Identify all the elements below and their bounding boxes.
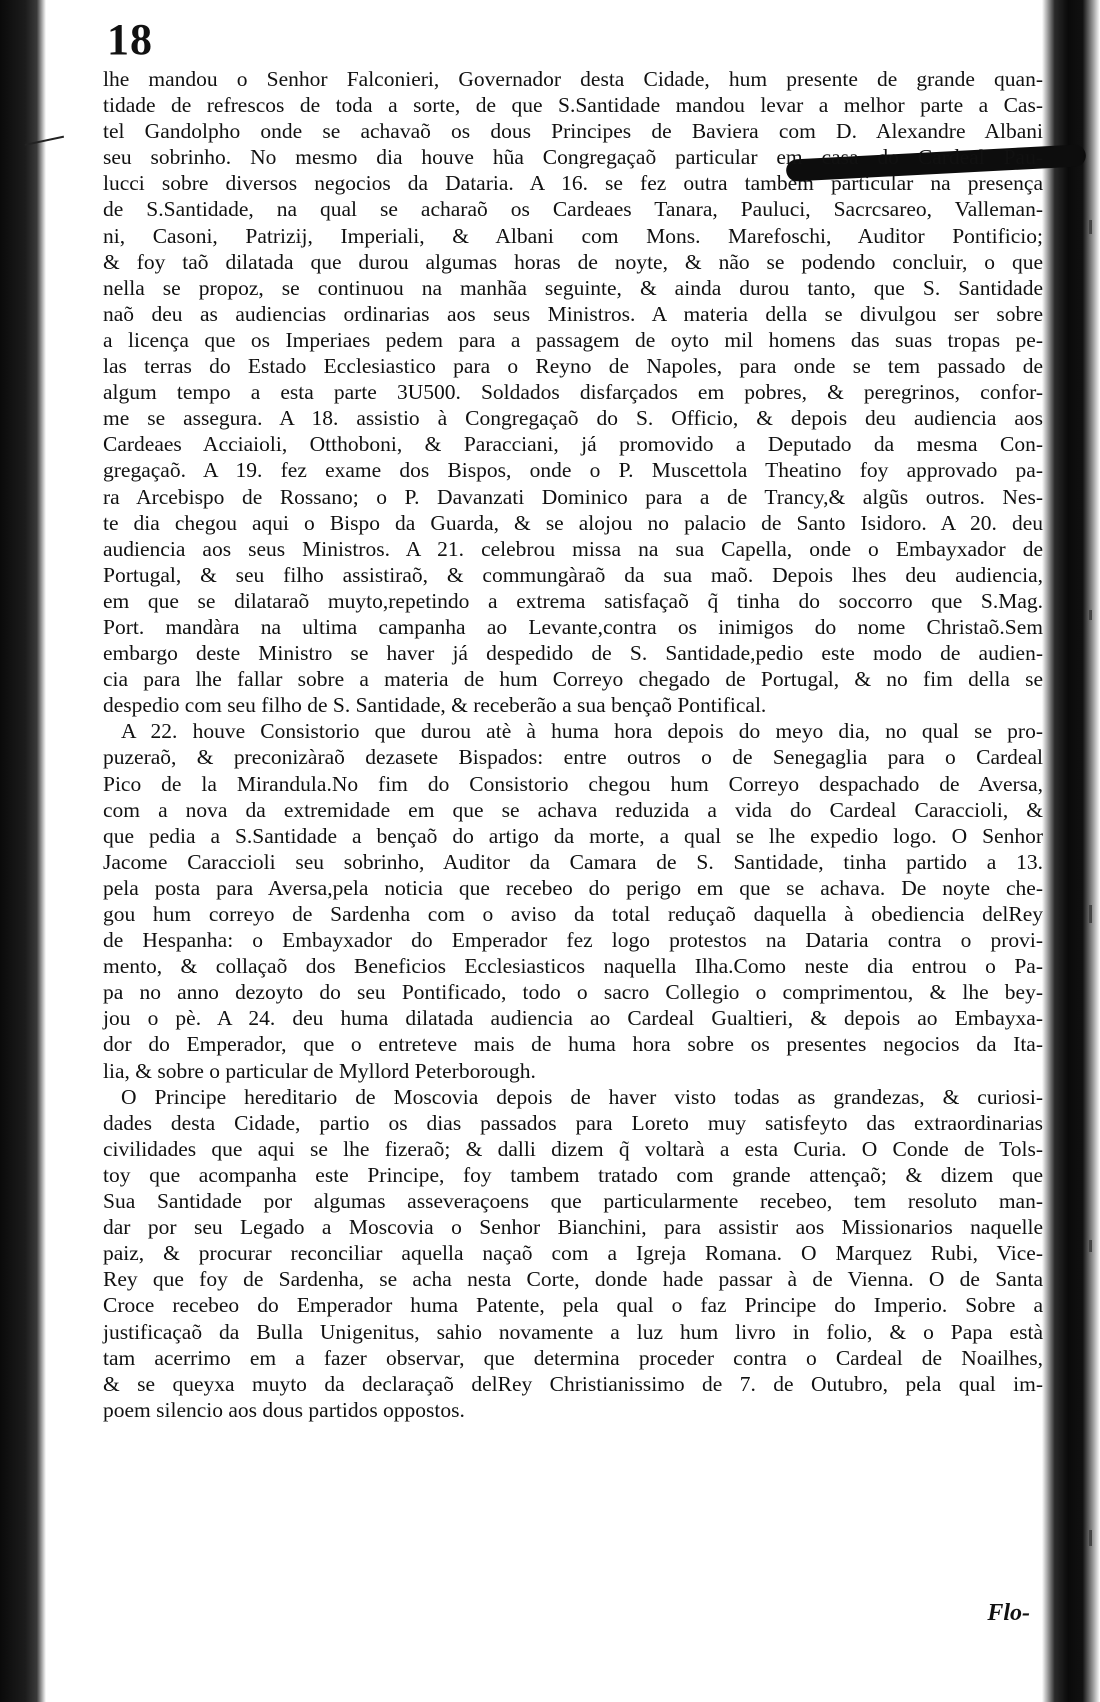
text-line: lhe mandou o Senhor Falconieri, Governador desta Cidade, hum presente de grande quan- (103, 67, 1043, 91)
text-line: embargo deste Ministro se haver já despedido de S. Santidade,pedio este modo de audien- (103, 641, 1043, 666)
text-line: O Principe hereditario de Moscovia depois de haver visto todas as grandezas, & curiosi- (121, 1084, 1043, 1109)
text-line: de S.Santidade, na qual se acharaõ os Cardeaes Tanara, Pauluci, Sacrcsareo, Valleman- (103, 197, 1043, 222)
text-line: Croce recebeo do Emperador huma Patente, pela qual o faz Principe do Imperio. Sobre a (103, 1293, 1043, 1318)
text-line: tam acerrimo em a fazer observar, que determina proceder contra o Cardeal de Noailhes, (103, 1345, 1043, 1370)
text-line: Cardeaes Acciaioli, Otthoboni, & Paracciani, já promovido a Deputado da mesma Con- (103, 432, 1043, 457)
text-line: ni, Casoni, Patrizij, Imperiali, & Albani com Mons. Marefoschi, Auditor Pontificio; (103, 223, 1043, 248)
text-line: Port. mandàra na ultima campanha ao Levante,contra os inimigos do nome Christaõ.Sem (103, 614, 1043, 639)
text-line: algum tempo a esta parte 3U500. Soldados disfarçados em pobres, & peregrinos, confor- (103, 380, 1043, 405)
paragraph (103, 718, 1043, 1083)
text-line: Portugal, & seu filho assistiraõ, & commungàraõ da sua maõ. Depois lhes deu audiencia, (103, 562, 1043, 587)
text-line: toy que acompanha este Principe, foy tambem tratado com grande attençaõ; & dizem que (103, 1162, 1043, 1187)
text-line: dar por seu Legado a Moscovia o Senhor Bianchini, para assistir aos Missionarios naquelle (103, 1215, 1043, 1240)
text-line: lia, & sobre o particular de Myllord Peterborough. (103, 1058, 536, 1083)
text-line: me se assegura. A 18. assistio à Congregaçaõ do S. Officio, & depois deu audiencia aos (103, 406, 1043, 431)
scan-right-edge-shadow (1042, 0, 1100, 1702)
text-line: ra Arcebispo de Rossano; o P. Davanzati Dominico para a de Trancy,& algũs outros. Nes- (103, 484, 1043, 509)
scan-speck (1089, 610, 1092, 620)
scan-speck (1089, 905, 1092, 923)
catchword: Flo- (987, 1600, 1030, 1626)
text-line: Sua Santidade por algumas asseveraçoens que particularmente recebeo, tem resoluto man- (103, 1189, 1043, 1214)
text-line: tidade de refrescos de toda a sorte, de que S.Santidade mandou levar a melhor parte a Cas- (103, 93, 1043, 118)
text-line: audiencia aos seus Ministros. A 21. celebrou missa na sua Capella, onde o Embayxador de (103, 536, 1043, 561)
text-line: tel Gandolpho onde se achavaõ os dous Principes de Baviera com D. Alexandre Albani (103, 119, 1043, 144)
text-line: despedio com seu filho de S. Santidade, & receberão a sua bençaõ Pontifical. (103, 693, 767, 718)
text-line: mento, & collaçaõ dos Beneficios Ecclesiasticos naquella Ilha.Como neste dia entrou o Pa- (103, 954, 1043, 979)
text-line: civilidades que aqui se lhe fizeraõ; & dalli dizem q̃ voltarà a esta Curia. O Conde de Tols- (103, 1136, 1043, 1161)
text-line: poem silencio aos dous partidos oppostos. (103, 1397, 465, 1422)
text-line: gregaçaõ. A 19. fez exame dos Bispos, onde o P. Muscettola Theatino foy approvado pa- (103, 458, 1043, 483)
text-line: las terras do Estado Ecclesiastico para o Reyno de Napoles, para onde se tem passado de (103, 354, 1043, 379)
scan-speck (1089, 1530, 1092, 1546)
scan-speck (1089, 220, 1092, 234)
scan-left-edge-shadow (0, 0, 46, 1702)
text-line: dades desta Cidade, partio os dias passados para Loreto muy satisfeyto das extraordinarias (103, 1110, 1043, 1135)
text-line: seu sobrinho. No mesmo dia houve hũa Congregaçaõ particular em casa do Cardeal Pau- (103, 145, 1043, 170)
text-line: de Hespanha: o Embayxador do Emperador fez logo protestos na Dataria contra o provi- (103, 928, 1043, 953)
text-line: com a nova da extremidade em que se achava reduzida a vida do Cardeal Caraccioli, & (103, 797, 1043, 822)
text-line: dor do Emperador, que o entreteve mais de huma hora sobre os presentes negocios da Ita- (103, 1032, 1043, 1057)
text-line: & se queyxa muyto da declaraçaõ delRey Christianissimo de 7. de Outubro, pela qual im- (103, 1371, 1043, 1396)
text-line: te dia chegou aqui o Bispo da Guarda, & se alojou no palacio de Santo Isidoro. A 20. deu (103, 510, 1043, 535)
text-line: em que se dilataraõ muyto,repetindo a extrema satisfaçaõ q̃ tinha do soccorro que S.Mag. (103, 588, 1043, 613)
text-line: pa no anno dezoyto do seu Pontificado, todo o sacro Collegio o comprimentou, & lhe bey- (103, 980, 1043, 1005)
scan-speck (1089, 1240, 1092, 1252)
text-line: gou hum correyo de Sardenha com o aviso da total reduçaõ daquella à obediencia delRey (103, 902, 1043, 926)
text-line: paiz, & procurar reconciliar aquella naçaõ com a Igreja Romana. O Marquez Rubi, Vice- (103, 1241, 1043, 1266)
text-line: pela posta para Aversa,pela noticia que recebeo do perigo em que se achava. De noyte che- (103, 875, 1043, 900)
paragraph (103, 1084, 1043, 1423)
text-line: A 22. houve Consistorio que durou atè à huma hora depois do meyo dia, no qual se pro- (121, 719, 1043, 744)
text-line: jou o pè. A 24. deu huma dilatada audiencia ao Cardeal Gualtieri, & depois ao Embayxa- (103, 1006, 1043, 1031)
text-line: justificaçaõ da Bulla Unigenitus, sahio novamente a luz hum livro in folio, & o Papa està (103, 1319, 1043, 1344)
text-line: naõ deu as audiencias ordinarias aos seus Ministros. A materia della se divulgou ser sobre (103, 301, 1043, 326)
text-line: puzeraõ, & preconizàraõ dezasete Bispados: entre outros o de Senegaglia para o Cardeal (103, 745, 1043, 770)
text-line: Rey que foy de Sardenha, se acha nesta Corte, donde hade passar à de Vienna. O de Santa (103, 1267, 1043, 1292)
text-line: Jacome Caraccioli seu sobrinho, Auditor da Camara de S. Santidade, tinha partido a 13. (103, 849, 1043, 874)
text-line: & foy taõ dilatada que durou algumas horas de noyte, & não se podendo concluir, o que (103, 249, 1043, 274)
text-line: nella se propoz, se continuou na manhãa seguinte, & ainda durou tanto, que S. Santidade (103, 275, 1043, 300)
text-line: Pico de la Mirandula.No fim do Consistorio chegou hum Correyo despachado de Aversa, (103, 771, 1043, 796)
text-line: lucci sobre diversos negocios da Dataria. A 16. se fez outra tambem particular na presença (103, 171, 1043, 196)
text-line: que pedia a S.Santidade a bençaõ do artigo da morte, a qual se lhe expedio logo. O Senhor (103, 823, 1043, 848)
page-number: 18 (107, 15, 153, 64)
paragraph (103, 66, 1043, 718)
document-page (103, 15, 1043, 1423)
text-line: cia para lhe fallar sobre a materia de hum Correyo chegado de Portugal, & no fim della se (103, 667, 1043, 692)
text-line: a licença que os Imperiaes pedem para a passagem de oyto mil homens das suas tropas pe- (103, 327, 1043, 352)
article-text (103, 66, 1043, 1423)
